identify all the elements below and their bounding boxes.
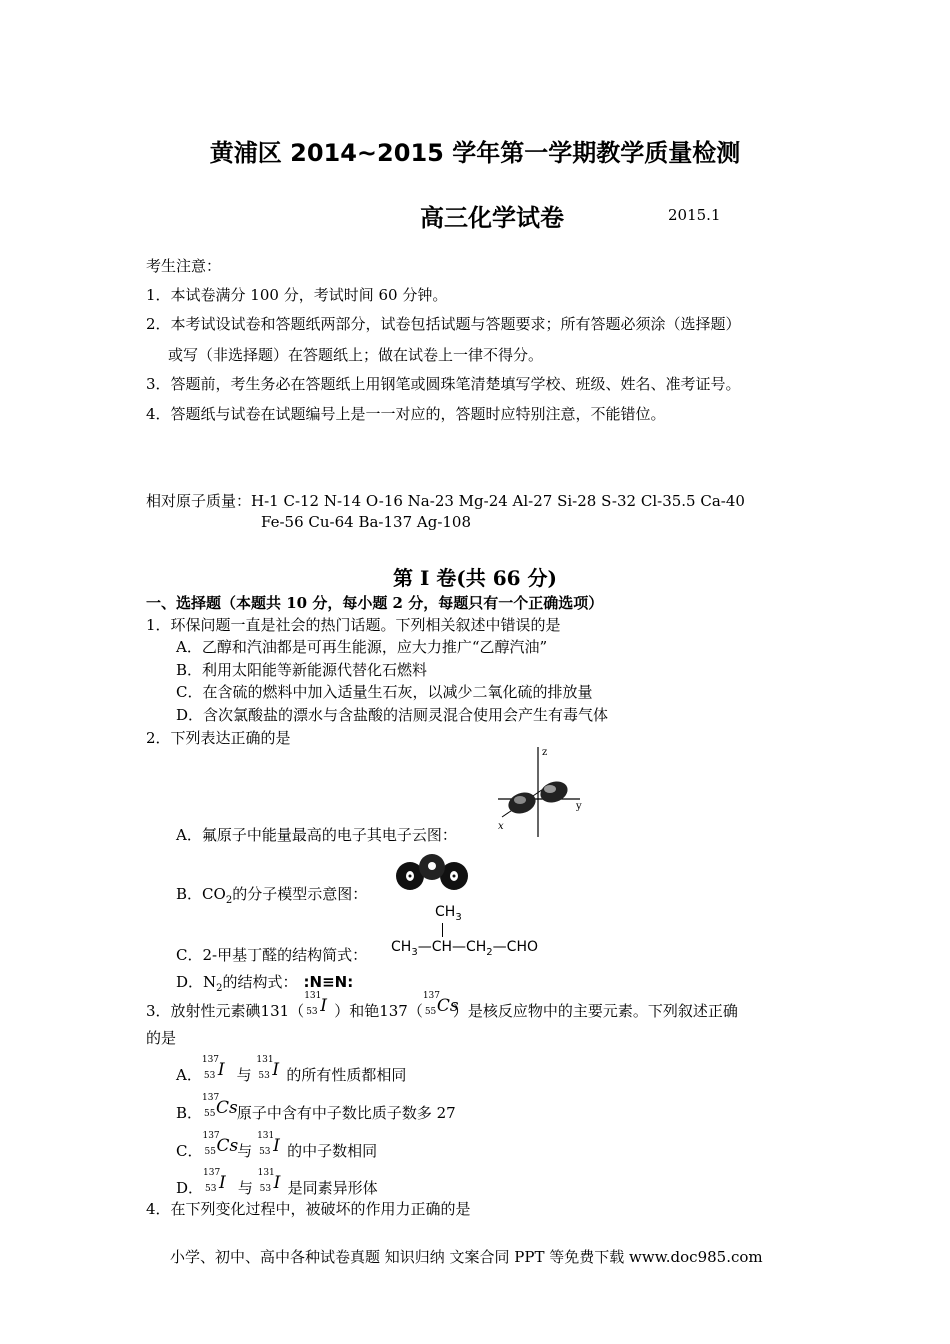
footer-text[interactable]: 小学、初中、高中各种试卷真题 知识归纳 文案合同 PPT 等免费下载 www.doc985.com bbox=[170, 1248, 763, 1266]
cesium-137-isotope: 137 55 Cs bbox=[202, 1093, 238, 1119]
q1-option-d: D．含次氯酸盐的漂水与含盐酸的洁厕灵混合使用会产生有毒气体 bbox=[176, 706, 609, 724]
iodine-131-isotope: 131 53 I bbox=[257, 1131, 280, 1157]
axis-label-y: y bbox=[576, 801, 582, 812]
axis-label-x: x bbox=[498, 821, 504, 832]
note-item-1: 1．本试卷满分 100 分，考试时间 60 分钟。 bbox=[146, 286, 448, 304]
electron-cloud-figure bbox=[492, 745, 592, 840]
lobe-left-highlight bbox=[514, 796, 526, 804]
n2-structural-formula: :N≡N: bbox=[303, 973, 354, 991]
cesium-137-isotope: 137 55 Cs bbox=[422, 991, 459, 1017]
axis-label-z: z bbox=[542, 747, 548, 758]
q1-stem: 1．环保问题一直是社会的热门话题。下列相关叙述中错误的是 bbox=[146, 616, 561, 634]
section1-heading: 一、选择题（本题共 10 分，每小题 2 分，每题只有一个正确选项） bbox=[146, 594, 604, 612]
struct-bond-vertical bbox=[442, 923, 443, 937]
q2-option-a: A．氟原子中能量最高的电子其电子云图： bbox=[176, 826, 457, 844]
lobe-right bbox=[537, 778, 570, 806]
q2-stem: 2．下列表达正确的是 bbox=[146, 729, 291, 747]
q3-option-b: B． 137 55 Cs 原子中含有中子数比质子数多 27 bbox=[176, 1093, 456, 1122]
cesium-137-isotope: 137 55 Cs bbox=[202, 1131, 239, 1157]
note-item-2-cont: 或写（非选择题）在答题纸上；做在试卷上一律不得分。 bbox=[168, 346, 544, 364]
q3-stem-line2: 的是 bbox=[146, 1029, 177, 1047]
iodine-137-isotope: 137 53 I bbox=[201, 1055, 225, 1081]
q2-option-b: B．$CO_2$的分子模型示意图： bbox=[176, 885, 368, 906]
exam-title: 黄浦区 2014~2015 学年第一学期教学质量检测 bbox=[209, 139, 741, 167]
q2-option-c: C．2-甲基丁醛的结构简式： bbox=[176, 946, 368, 964]
part1-title: 第 I 卷(共 66 分) bbox=[393, 566, 557, 590]
exam-date: 2015.1 bbox=[668, 206, 721, 224]
q3-option-c: C． 137 55 Cs 与 131 53 I 的中子数相同 bbox=[176, 1131, 378, 1160]
q1-option-b: B．利用太阳能等新能源代替化石燃料 bbox=[176, 661, 428, 679]
q1-option-a: A．乙醇和汽油都是可再生能源，应大力推广“乙醇汽油” bbox=[176, 638, 548, 656]
lobe-right-highlight bbox=[544, 785, 556, 793]
q3-option-a: A． 137 53 I 与 131 53 I 的所有性质都相同 bbox=[176, 1055, 407, 1084]
iodine-131-isotope: 131 53 I bbox=[304, 991, 327, 1017]
iodine-131-isotope: 131 53 I bbox=[256, 1055, 280, 1081]
q3-stem: 3．放射性元素碘131（ 131 53 I ）和铯137（ 137 55 Cs ）是核反应物中的主要元素。下列叙述正确 bbox=[146, 991, 738, 1020]
atomic-mass-line2: Fe-56 Cu-64 Ba-137 Ag-108 bbox=[261, 513, 472, 531]
note-item-2: 2．本考试设试卷和答题纸两部分，试卷包括试题与答题要求；所有答题必须涂（选择题） bbox=[146, 315, 741, 333]
struct-ch3-branch: $CH_3$ bbox=[435, 904, 462, 923]
note-item-3: 3．答题前，考生务必在答题纸上用钢笔或圆珠笔清楚填写学校、班级、姓名、准考证号。 bbox=[146, 375, 741, 393]
co2-model-figure bbox=[393, 852, 473, 892]
q1-option-c: C．在含硫的燃料中加入适量生石灰，以减少二氧化硫的排放量 bbox=[176, 683, 593, 701]
exam-subtitle: 高三化学试卷 bbox=[420, 204, 564, 232]
struct-main-chain: $CH_3—CH—CH_2—CHO$ bbox=[391, 939, 538, 958]
q2-option-d: D．$N_2$的结构式： :N≡N: bbox=[176, 973, 354, 994]
iodine-137-isotope: 137 53 I bbox=[203, 1168, 226, 1194]
q3-option-d: D． 137 53 I 与 131 53 I 是同素异形体 bbox=[176, 1168, 378, 1197]
iodine-131-isotope: 131 53 I bbox=[257, 1168, 281, 1194]
notes-heading: 考生注意： bbox=[146, 257, 222, 275]
q4-stem: 4．在下列变化过程中，被破坏的作用力正确的是 bbox=[146, 1200, 471, 1218]
note-item-4: 4．答题纸与试卷在试题编号上是一一对应的，答题时应特别注意，不能错位。 bbox=[146, 405, 666, 423]
atomic-mass-line1: 相对原子质量：H-1 C-12 N-14 O-16 Na-23 Mg-24 Al-27 Si-28 S-32 Cl-35.5 Ca-40 bbox=[146, 492, 745, 510]
